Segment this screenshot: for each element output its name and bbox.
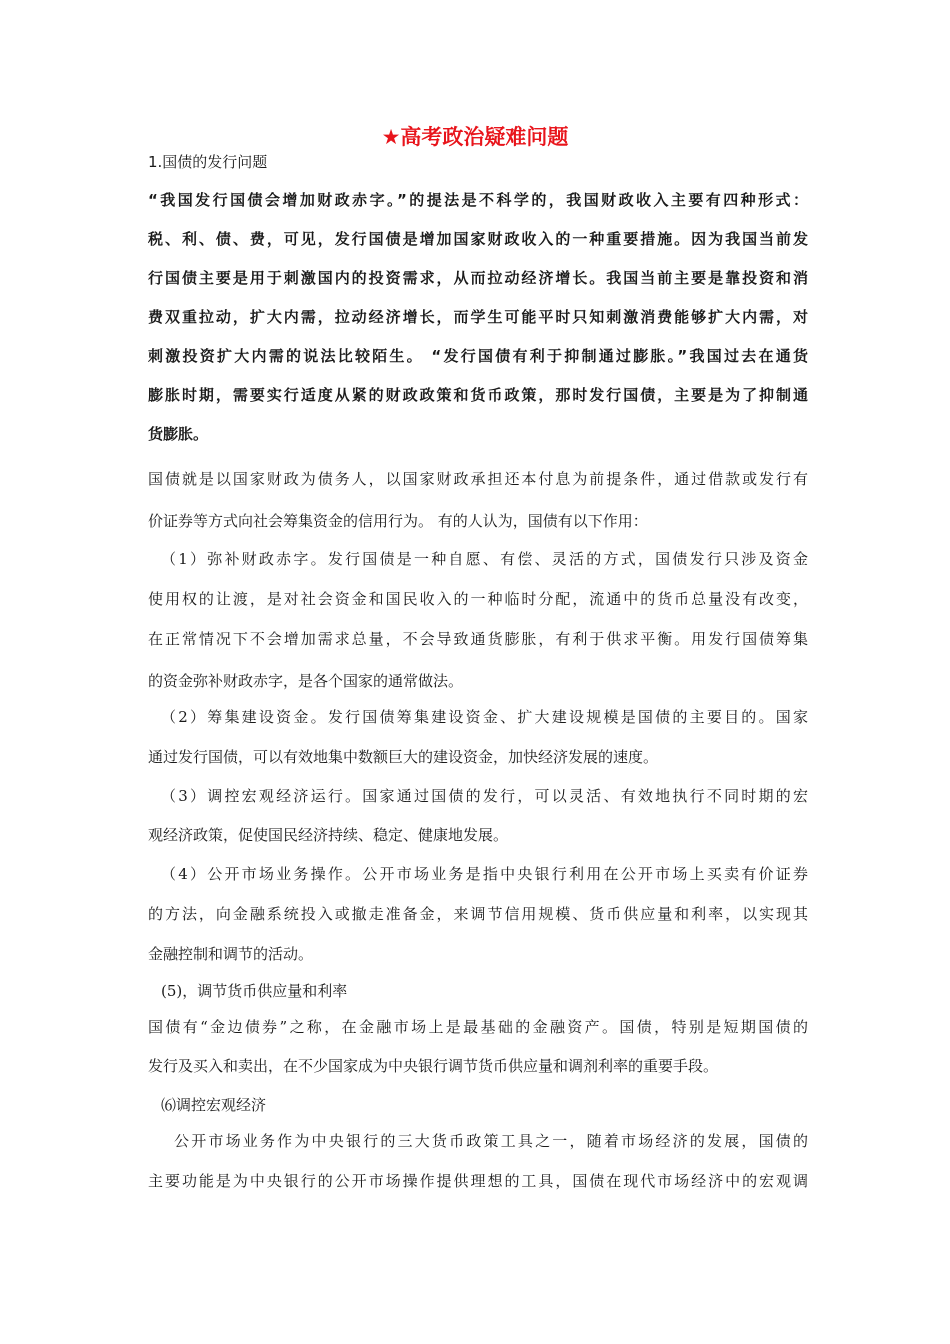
body-line: 在正常情况下不会增加需求总量，不会导致通货膨胀，有利于供求平衡。用发行国债筹集: [148, 630, 808, 648]
intro-line: 货膨胀。: [148, 425, 209, 443]
body-line: ⑹调控宏观经济: [161, 1096, 267, 1114]
intro-line: 费双重拉动，扩大内需，拉动经济增长，而学生可能平时只知刺激消费能够扩大内需，对: [148, 308, 808, 326]
body-line: （2）筹集建设资金。发行国债筹集建设资金、扩大建设规模是国债的主要目的。国家: [161, 708, 808, 726]
body-line: 国债就是以国家财政为债务人，以国家财政承担还本付息为前提条件，通过借款或发行有: [148, 470, 808, 488]
body-line: （4）公开市场业务操作。公开市场业务是指中央银行利用在公开市场上买卖有价证券: [161, 865, 808, 883]
body-line: 发行及买入和卖出，在不少国家成为中央银行调节货币供应量和调剂利率的重要手段。: [148, 1057, 719, 1075]
body-line: 使用权的让渡，是对社会资金和国民收入的一种临时分配，流通中的货币总量没有改变，: [148, 590, 808, 608]
intro-line: 税、利、债、费，可见，发行国债是增加国家财政收入的一种重要措施。因为我国当前发: [148, 230, 808, 248]
body-line: 国债有“金边债券”之称，在金融市场上是最基础的金融资产。国债，特别是短期国债的: [148, 1018, 808, 1036]
body-line: 价证券等方式向社会筹集资金的信用行为。 有的人认为，国债有以下作用：: [148, 512, 648, 530]
intro-line: 刺激投资扩大内需的说法比较陌生。 “发行国债有利于抑制通过膨胀。”我国过去在通货: [148, 347, 808, 365]
intro-line: 行国债主要是用于刺激国内的投资需求，从而拉动经济增长。我国当前主要是靠投资和消: [148, 269, 808, 287]
body-line: 的资金弥补财政赤字，是各个国家的通常做法。: [148, 672, 464, 690]
body-line: （3）调控宏观经济运行。国家通过国债的发行，可以灵活、有效地执行不同时期的宏: [161, 787, 808, 805]
section-heading: 1.国债的发行问题: [148, 153, 268, 171]
intro-line: 膨胀时期，需要实行适度从紧的财政政策和货币政策，那时发行国债，主要是为了抑制通: [148, 386, 808, 404]
document-title: ★高考政治疑难问题: [381, 125, 569, 149]
body-line: 主要功能是为中央银行的公开市场操作提供理想的工具，国债在现代市场经济中的宏观调: [148, 1172, 808, 1190]
body-line: 观经济政策，促使国民经济持续、稳定、健康地发展。: [148, 826, 509, 844]
body-line: （1）弥补财政赤字。发行国债是一种自愿、有偿、灵活的方式，国债发行只涉及资金: [161, 550, 808, 568]
body-line: 金融控制和调节的活动。: [148, 945, 314, 963]
intro-line: “我国发行国债会增加财政赤字。”的提法是不科学的，我国财政收入主要有四种形式：: [148, 191, 808, 209]
body-line: 通过发行国债，可以有效地集中数额巨大的建设资金，加快经济发展的速度。: [148, 748, 659, 766]
body-line: (5)，调节货币供应量和利率: [161, 982, 348, 1000]
body-line: 公开市场业务作为中央银行的三大货币政策工具之一，随着市场经济的发展，国债的: [174, 1132, 808, 1150]
body-line: 的方法，向金融系统投入或撤走准备金，来调节信用规模、货币供应量和利率，以实现其: [148, 905, 808, 923]
